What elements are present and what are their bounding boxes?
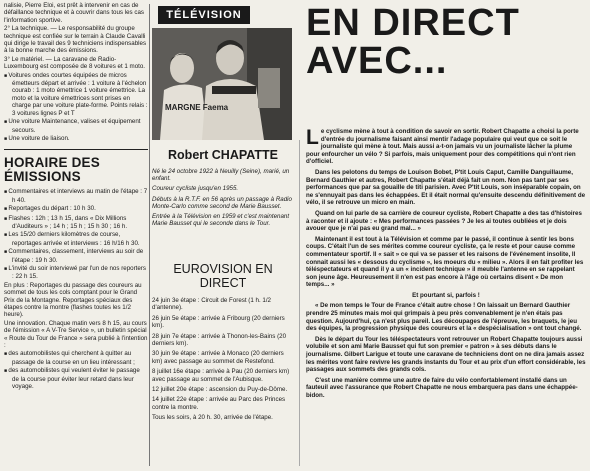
article-paragraph: Maintenant il est tout à la Télévision et comme par le passé, il continue à sentir les bons coups. C'était l'un de ses mérites comme coureur cycliste, ça le reste et pour cause comme commentateur sportif. Il « sait » ce qui va se passer et les raisons de l'événement insolite, Il connait aussi les « dessous du cyclisme », les moeurs du « milieu ». Alors il en fait profiter les téléspectateurs et quand il y a un « incident technique » il meuble l'antenne en se rappelant son jeune âge. Heureusement il n'en est pas encore à l'âge où certains disent « De mon temps... »	[306, 235, 584, 289]
schedule-item: 8 juillet 16e étape : arrivée à Pau (20 derniers km) avec passage au sommet de l'Aubisque.	[152, 368, 290, 383]
eurovision-heading: EUROVISION EN DIRECT	[173, 262, 273, 290]
schedule-list	[152, 297, 294, 425]
bio-line: Entrée à la Télévision en 1959 et c'est maintenant Marie Bausset qui le seconde dans le Tour.	[152, 213, 290, 228]
list-item: ■ L'invité du soir interviewé par l'un de nos reporters : 22 h 15.	[4, 265, 148, 281]
person-name: Robert CHAPATTE	[168, 148, 278, 162]
innovation-paragraph: Une innovation. Chaque matin vers 8 h 15, au cours de l'émission « A V-Tre Service », un bulletin spécial « Route du Tour de France » sera publié à l'intention :	[4, 319, 148, 350]
television-banner: TÉLÉVISION	[158, 6, 250, 24]
list-item: ■ Les 15/20 derniers kilomètres de course, reportages arrivée et interviews : 16 h/16 h 30.	[4, 231, 148, 247]
bio-line: Débuts à la R.T.F. en 56 après un passage à Radio Monte-Carlo comme second de Marie Bausset.	[152, 195, 292, 210]
biography	[152, 168, 294, 230]
schedule-item: Tous les soirs, à 20 h. 30, arrivée de l'étape.	[152, 414, 273, 422]
list-item: ■ Une voiture Maintenance, valises et équipement secours.	[4, 118, 148, 134]
en-plus-paragraph: En plus : Reportages du passage des coureurs au sommet de tous les cols comptant pour le Grand Prix de la Montagne. Reportages spéciaux des étapes contre la montre (flashes toutes les 1/2 heure).	[4, 281, 142, 319]
list-item: ■ Une voiture de liaison.	[4, 135, 148, 143]
center-line: Et pourtant si, parfois !	[412, 291, 480, 299]
article-body	[306, 128, 586, 403]
bio-line: Coureur cycliste jusqu'en 1955.	[152, 185, 239, 193]
intro-paragraph: nalisie, Pierre Eloi, est prêt à intervenir en cas de défaillance technique et à couvrir dans tous les cas l'information sportive.	[4, 2, 144, 24]
headline-line-2: AVEC...	[306, 40, 448, 82]
technique-paragraph: 2° La technique. — Le responsabilité du groupe technique est confiée sur le terrain à Claude Cavalli qui dirige le travail des 9 techniciens indispensables à la bonne marche des émissions.	[4, 25, 147, 55]
column-divider	[149, 4, 150, 466]
schedule-item: 24 juin 3e étape : Circuit de Forest (1 h. 1/2 d'antenne).	[152, 297, 272, 312]
section-rule	[4, 149, 148, 150]
left-column	[4, 2, 148, 391]
column-divider	[299, 140, 300, 466]
article-paragraph: « De mon temps le Tour de France c'était autre chose ! On laissait un Bernard Gauthier prendre 25 minutes mais moi qui grimpais à peu près convenablement je n'en étais pas question. Aujourd'hui, ça n'est plus pareil. Les découpages de l'épreuve, les braquets, le jeu des équipes, la progression physique des coureurs et la « despécialisation » ont tout changé.	[306, 302, 582, 333]
headline-line-1: EN DIRECT	[306, 2, 520, 44]
drop-cap: L	[306, 126, 319, 149]
schedule-item: 14 juillet 22e étape : arrivée au Parc des Princes contre la montre.	[152, 396, 286, 411]
article-paragraph: C'est une manière comme une autre de faire du vélo confortablement installé dans un fauteuil avec l'assurance que Robert Chapatte ne nous embarquera pas dans une échappée-bidon.	[306, 376, 578, 399]
article-lead	[306, 128, 586, 166]
article-paragraph: Dès le départ du Tour les téléspectateurs vont retrouver un Robert Chapatte toujours aussi volubile et son ami Marie Bausset qui fut son premier « patron » à ses débuts dans le journalisme. Gilbert Larigue et toute une caravane de techniciens dont on ne dira jamais assez les mérites vont faire revivre les grands instants du Tour et au prix d'un effort considérable, les passages aux sommets des grands cols.	[306, 335, 586, 374]
bio-line: Né le 24 octobre 1922 à Neuilly (Seine), marié, un enfant.	[152, 168, 290, 183]
jersey-text: MARGNE Faema	[165, 103, 229, 112]
list-item: ■ des automobilistes qui cherchent à quitter au passage de la course en un lieu intéressant ;	[4, 350, 148, 366]
list-item: ■ Reportages du départ : 10 h 30.	[4, 205, 148, 213]
article-paragraph: Dans les pelotons du temps de Louison Bobet, P'tit Louis Caput, Camille Danguillaume, Bernard Gauthier et autres, Robert Chapatte s'était déjà fait un nom. Non pas tant par ses performances que par sa gouaille de titi parisien. Avec P'tit Louis, son inséparable copain, on ne s'ennuyait pas dans les échappées. Et il était normal qu'ensuite descendu définitivement de vélo, il se retrouve un micro en main.	[306, 168, 586, 207]
horaire-heading: HORAIRE DES ÉMISSIONS	[4, 155, 100, 185]
lead-text: e cyclisme mène à tout à condition de savoir en sortir. Robert Chapatte a choisi la porte d'entrée du journalisme faisant ainsi mentir l'adage populaire qui veut que ce soit le journaliste qui mène à tout. Mais aussi a-t-on jamais vu un journaliste lâcher la plume pour enfourcher un vélo ? Si parfois, mais uniquement pour des compétitions qui n'ont rien d'officiel.	[306, 128, 579, 166]
article-paragraph: Quand on lui parle de sa carrière de coureur cycliste, Robert Chapatte a des tas d'histoires à raconter et il ajoute : « Mes performances passées ? Je les ai toutes oubliées et je dois avouer que je n'ai pas eu grand mal... »	[306, 209, 582, 233]
schedule-item: 26 juin 5e étape : arrivée à Fribourg (20 derniers km).	[152, 314, 285, 330]
list-item: ■ Voitures ondes courtes équipées de micros émetteurs départ et arrivée : 1 voiture à l'échelon courab : 1 moto émettrice 1 voiture émettrice. La moto et la voiture émettrices sont prises en charge par une voiture plate-forme. Points relais : 3 voitures lignes P et T	[4, 72, 148, 117]
list-item: ■ Commentaires et interviews au matin de l'étape : 7 h 40.	[4, 188, 148, 204]
list-item: ■ des automobilistes qui veulent éviter le passage de la course pour éviter leur retard dans leur voyage.	[4, 367, 148, 390]
materiel-paragraph: 3° Le matériel. — La caravane de Radio-Luxembourg est composée de 8 voitures et 1 moto.	[4, 55, 146, 71]
schedule-item: 28 juin 7e étape : arrivée à Thonon-les-Bains (20 derniers km).	[152, 332, 287, 348]
schedule-item: 30 juin 9e étape : arrivée à Monaco (20 derniers km) avec passage au sommet de Restefond.	[152, 350, 284, 365]
cyclist-photo	[152, 28, 292, 140]
list-item: ■ Commentaires, classement, interviews au soir de l'étape : 19 h 30.	[4, 248, 148, 264]
list-item: ■ Flashes : 12h ; 13 h 15, dans « Dix Millions d'Auditeurs » ; 14 h ; 15 h ; 15 h 30 ; 16 h.	[4, 215, 148, 231]
headline	[306, 4, 588, 80]
schedule-item: 12 juillet 20e étape : ascension du Puy-de-Dôme.	[152, 386, 288, 394]
